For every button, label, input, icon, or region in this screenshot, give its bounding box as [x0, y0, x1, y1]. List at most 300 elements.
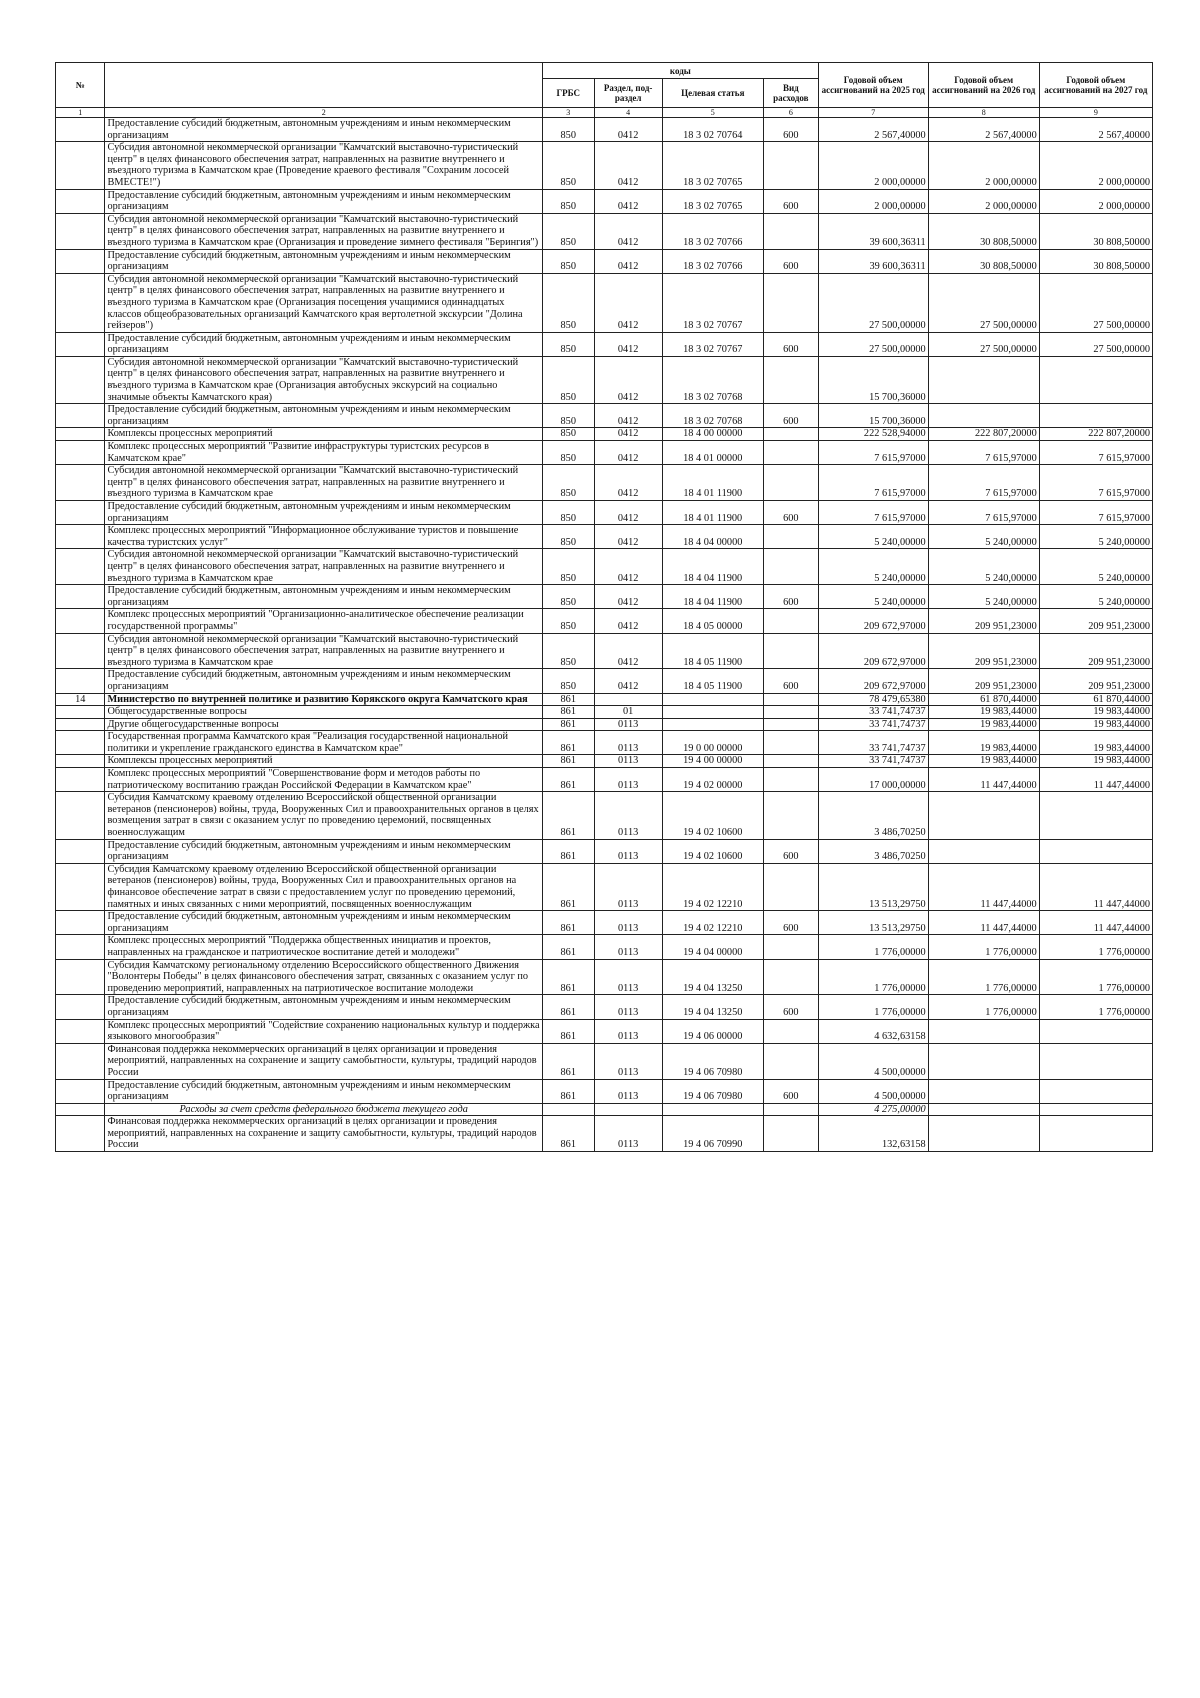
volume-2027: 27 500,00000 [1039, 332, 1152, 356]
volume-2025: 33 741,74737 [818, 706, 928, 719]
grbs-code: 850 [542, 549, 594, 585]
row-number [56, 755, 105, 768]
grbs-code: 861 [542, 863, 594, 910]
section-code: 0412 [594, 118, 662, 142]
table-row [56, 935, 1153, 959]
volume-2025: 5 240,00000 [818, 549, 928, 585]
row-number [56, 501, 105, 525]
row-name: Предоставление субсидий бюджетным, автономным учреждениям и иным некоммерческим организациям [105, 669, 542, 693]
volume-2027: 19 983,44000 [1039, 731, 1152, 755]
grbs-code: 861 [542, 755, 594, 768]
grbs-code: 861 [542, 1079, 594, 1103]
target-article-code: 18 3 02 70768 [662, 404, 763, 428]
volume-2025: 7 615,97000 [818, 441, 928, 465]
row-name: Предоставление субсидий бюджетным, автономным учреждениям и иным некоммерческим организациям [105, 995, 542, 1019]
column-number: 2 [105, 108, 542, 118]
column-number: 9 [1039, 108, 1152, 118]
section-code: 0113 [594, 863, 662, 910]
grbs-code: 861 [542, 706, 594, 719]
volume-2027: 2 000,00000 [1039, 142, 1152, 189]
expense-kind-code: 600 [763, 501, 818, 525]
grbs-code: 861 [542, 911, 594, 935]
volume-2025: 15 700,36000 [818, 356, 928, 403]
section-code: 0412 [594, 669, 662, 693]
expense-kind-code [763, 356, 818, 403]
expense-kind-code [763, 718, 818, 731]
volume-2026: 1 776,00000 [928, 935, 1039, 959]
row-number [56, 792, 105, 839]
expense-kind-code: 600 [763, 249, 818, 273]
volume-2027 [1039, 839, 1152, 863]
volume-2025: 4 632,63158 [818, 1019, 928, 1043]
table-row [56, 706, 1153, 719]
table-row [56, 525, 1153, 549]
table-row [56, 356, 1153, 403]
grbs-code: 861 [542, 792, 594, 839]
section-code: 0412 [594, 441, 662, 465]
section-code: 0113 [594, 839, 662, 863]
federal-budget-note: Расходы за счет средств федерального бюджета текущего года [105, 1103, 542, 1116]
expense-kind-code [763, 1116, 818, 1152]
table-row [56, 501, 1153, 525]
volume-2026: 7 615,97000 [928, 501, 1039, 525]
volume-2027 [1039, 356, 1152, 403]
section-code: 0113 [594, 935, 662, 959]
volume-2027: 19 983,44000 [1039, 718, 1152, 731]
target-article-code: 18 4 00 00000 [662, 428, 763, 441]
row-name: Комплекс процессных мероприятий "Совершенствование форм и методов работы по патриотическому воспитанию граждан Российской Федерации в Камчатском крае" [105, 768, 542, 792]
target-article-code: 18 3 02 70766 [662, 249, 763, 273]
row-number [56, 911, 105, 935]
expense-kind-code: 600 [763, 585, 818, 609]
target-article-code: 18 4 01 11900 [662, 501, 763, 525]
grbs-code: 850 [542, 501, 594, 525]
volume-2026 [928, 404, 1039, 428]
empty-code-cell [594, 1103, 662, 1116]
expense-kind-code: 600 [763, 669, 818, 693]
table-row [56, 549, 1153, 585]
row-name: Комплекс процессных мероприятий "Развитие инфраструктуры туристских ресурсов в Камчатском крае" [105, 441, 542, 465]
grbs-code: 850 [542, 142, 594, 189]
expense-kind-code [763, 1043, 818, 1079]
volume-2026: 2 567,40000 [928, 118, 1039, 142]
row-number [56, 249, 105, 273]
volume-2027: 209 951,23000 [1039, 609, 1152, 633]
target-article-code: 19 4 02 10600 [662, 839, 763, 863]
row-number [56, 731, 105, 755]
volume-2025: 1 776,00000 [818, 935, 928, 959]
table-row [56, 839, 1153, 863]
column-number: 8 [928, 108, 1039, 118]
empty-code-cell [763, 1103, 818, 1116]
target-article-code: 18 3 02 70764 [662, 118, 763, 142]
row-number [56, 525, 105, 549]
volume-2027: 19 983,44000 [1039, 755, 1152, 768]
section-code: 0412 [594, 356, 662, 403]
header-expense-kind: Вид расходов [763, 79, 818, 108]
table-row [56, 118, 1153, 142]
volume-2027: 19 983,44000 [1039, 706, 1152, 719]
row-number [56, 441, 105, 465]
target-article-code: 18 4 04 11900 [662, 585, 763, 609]
expense-kind-code [763, 273, 818, 332]
volume-2027: 222 807,20000 [1039, 428, 1152, 441]
row-number: 14 [56, 693, 105, 706]
row-name: Комплекс процессных мероприятий "Организационно-аналитическое обеспечение реализации государственной программы" [105, 609, 542, 633]
row-name: Субсидия Камчатскому краевому отделению Всероссийской общественной организации ветеранов (пенсионеров) войны, труда, Вооруженных Сил и правоохранительных органов в целях возмещения затрат в связи с оказанием услуг по проведению церемоний, посвященных военнослужащим [105, 792, 542, 839]
volume-2026: 27 500,00000 [928, 273, 1039, 332]
volume-2026 [928, 792, 1039, 839]
target-article-code: 19 4 02 00000 [662, 768, 763, 792]
grbs-code: 850 [542, 428, 594, 441]
volume-2025: 39 600,36311 [818, 213, 928, 249]
grbs-code: 861 [542, 731, 594, 755]
row-name: Субсидия Камчатскому краевому отделению Всероссийской общественной организации ветеранов (пенсионеров) войны, труда, Вооруженных Сил и правоохранительных органов на финансовое обеспечение затрат в связи с предоставлением услуг по проведению церемоний, памятных и иных связанных с ними мероприятий, посвященных военнослужащим [105, 863, 542, 910]
row-name: Предоставление субсидий бюджетным, автономным учреждениям и иным некоммерческим организациям [105, 332, 542, 356]
volume-2027: 7 615,97000 [1039, 501, 1152, 525]
target-article-code: 19 4 04 00000 [662, 935, 763, 959]
volume-2025: 33 741,74737 [818, 731, 928, 755]
section-code: 0412 [594, 213, 662, 249]
volume-2027 [1039, 1019, 1152, 1043]
volume-2025: 15 700,36000 [818, 404, 928, 428]
grbs-code: 850 [542, 213, 594, 249]
section-code: 0412 [594, 428, 662, 441]
volume-2025: 1 776,00000 [818, 959, 928, 995]
table-row [56, 465, 1153, 501]
volume-2027: 7 615,97000 [1039, 465, 1152, 501]
row-number [56, 356, 105, 403]
volume-2025: 13 513,29750 [818, 863, 928, 910]
expense-kind-code [763, 792, 818, 839]
target-article-code: 18 4 04 00000 [662, 525, 763, 549]
table-row [56, 189, 1153, 213]
volume-2027: 1 776,00000 [1039, 959, 1152, 995]
row-name: Субсидия автономной некоммерческой организации "Камчатский выставочно-туристический центр" в целях финансового обеспечения затрат, направленных на развитие внутреннего и въездного туризма в Камчатском крае (Организация посещения учащимися одиннадцатых классов общеобразовательных организаций Камчатского края вертолетной экскурсии "Долина гейзеров") [105, 273, 542, 332]
grbs-code: 850 [542, 249, 594, 273]
section-code: 0412 [594, 142, 662, 189]
section-code: 0113 [594, 792, 662, 839]
row-number [56, 118, 105, 142]
target-article-code: 19 4 02 12210 [662, 911, 763, 935]
section-code: 0113 [594, 911, 662, 935]
header-name-blank [105, 63, 542, 108]
row-number [56, 273, 105, 332]
volume-2027 [1039, 404, 1152, 428]
section-code: 0412 [594, 404, 662, 428]
grbs-code: 861 [542, 1043, 594, 1079]
section-code [594, 693, 662, 706]
grbs-code: 850 [542, 404, 594, 428]
target-article-code: 18 4 01 00000 [662, 441, 763, 465]
row-number [56, 549, 105, 585]
column-number: 4 [594, 108, 662, 118]
volume-2027: 11 447,44000 [1039, 768, 1152, 792]
column-number: 7 [818, 108, 928, 118]
expense-kind-code [763, 428, 818, 441]
header-volume-2026: Годовой объем ассигнований на 2026 год [928, 63, 1039, 108]
section-code: 0412 [594, 465, 662, 501]
column-number: 1 [56, 108, 105, 118]
volume-2026: 2 000,00000 [928, 189, 1039, 213]
grbs-code: 861 [542, 768, 594, 792]
expense-kind-code [763, 755, 818, 768]
section-code: 0412 [594, 249, 662, 273]
grbs-code: 861 [542, 1019, 594, 1043]
row-name: Предоставление субсидий бюджетным, автономным учреждениям и иным некоммерческим организациям [105, 839, 542, 863]
expense-kind-code [763, 768, 818, 792]
table-row [56, 273, 1153, 332]
volume-2026: 5 240,00000 [928, 585, 1039, 609]
row-name: Предоставление субсидий бюджетным, автономным учреждениям и иным некоммерческим организациям [105, 585, 542, 609]
section-code: 0412 [594, 525, 662, 549]
volume-2026: 11 447,44000 [928, 911, 1039, 935]
volume-2025: 78 479,65380 [818, 693, 928, 706]
volume-2026: 11 447,44000 [928, 863, 1039, 910]
target-article-code: 19 4 02 12210 [662, 863, 763, 910]
row-number [56, 1103, 105, 1116]
volume-2027: 209 951,23000 [1039, 633, 1152, 669]
table-row [56, 609, 1153, 633]
row-name: Комплекс процессных мероприятий "Содействие сохранению национальных культур и поддержка языкового многообразия" [105, 1019, 542, 1043]
row-number [56, 669, 105, 693]
expense-kind-code [763, 633, 818, 669]
section-code: 0113 [594, 1116, 662, 1152]
budget-table-page [55, 62, 1153, 1152]
volume-2026: 7 615,97000 [928, 465, 1039, 501]
target-article-code: 18 3 02 70765 [662, 142, 763, 189]
empty-volume-cell [1039, 1103, 1152, 1116]
target-article-code [662, 693, 763, 706]
section-code: 0113 [594, 1079, 662, 1103]
volume-2027: 11 447,44000 [1039, 863, 1152, 910]
row-number [56, 465, 105, 501]
row-number [56, 863, 105, 910]
volume-2025: 7 615,97000 [818, 465, 928, 501]
volume-2026: 30 808,50000 [928, 213, 1039, 249]
row-name: Другие общегосударственные вопросы [105, 718, 542, 731]
row-number [56, 959, 105, 995]
row-name: Предоставление субсидий бюджетным, автономным учреждениям и иным некоммерческим организациям [105, 249, 542, 273]
row-name: Комплексы процессных мероприятий [105, 428, 542, 441]
empty-code-cell [662, 1103, 763, 1116]
expense-kind-code [763, 706, 818, 719]
target-article-code: 19 4 06 00000 [662, 1019, 763, 1043]
row-number [56, 768, 105, 792]
table-row [56, 1079, 1153, 1103]
volume-2027: 1 776,00000 [1039, 995, 1152, 1019]
volume-2025: 2 000,00000 [818, 142, 928, 189]
row-name: Субсидия автономной некоммерческой организации "Камчатский выставочно-туристический центр" в целях финансового обеспечения затрат, направленных на развитие внутреннего и въездного туризма в Камчатском крае [105, 465, 542, 501]
expense-kind-code [763, 465, 818, 501]
volume-2025: 209 672,97000 [818, 609, 928, 633]
expense-kind-code [763, 609, 818, 633]
row-name: Предоставление субсидий бюджетным, автономным учреждениям и иным некоммерческим организациям [105, 501, 542, 525]
expense-kind-code [763, 525, 818, 549]
table-row [56, 332, 1153, 356]
row-name: Субсидия автономной некоммерческой организации "Камчатский выставочно-туристический центр" в целях финансового обеспечения затрат, направленных на развитие внутреннего и въездного туризма в Камчатском крае [105, 633, 542, 669]
volume-2026: 209 951,23000 [928, 609, 1039, 633]
volume-2027: 61 870,44000 [1039, 693, 1152, 706]
volume-2025: 39 600,36311 [818, 249, 928, 273]
row-name: Комплекс процессных мероприятий "Информационное обслуживание туристов и повышение качества туристских услуг" [105, 525, 542, 549]
volume-2027: 209 951,23000 [1039, 669, 1152, 693]
budget-table [55, 62, 1153, 1152]
volume-2027 [1039, 1079, 1152, 1103]
table-row [56, 1043, 1153, 1079]
grbs-code: 861 [542, 959, 594, 995]
federal-budget-volume-2025: 4 275,00000 [818, 1103, 928, 1116]
federal-budget-note-row [56, 1103, 1153, 1116]
target-article-code: 18 4 05 11900 [662, 669, 763, 693]
volume-2025: 2 000,00000 [818, 189, 928, 213]
section-code: 0412 [594, 585, 662, 609]
row-number [56, 995, 105, 1019]
volume-2025: 3 486,70250 [818, 839, 928, 863]
budget-rows [56, 118, 1153, 1152]
target-article-code: 18 4 01 11900 [662, 465, 763, 501]
volume-2026: 30 808,50000 [928, 249, 1039, 273]
grbs-code: 861 [542, 935, 594, 959]
grbs-code: 850 [542, 118, 594, 142]
table-row [56, 428, 1153, 441]
volume-2026 [928, 1116, 1039, 1152]
volume-2027: 5 240,00000 [1039, 549, 1152, 585]
target-article-code: 19 4 06 70980 [662, 1043, 763, 1079]
volume-2026: 27 500,00000 [928, 332, 1039, 356]
volume-2025: 5 240,00000 [818, 525, 928, 549]
volume-2026: 2 000,00000 [928, 142, 1039, 189]
row-number [56, 609, 105, 633]
expense-kind-code: 600 [763, 1079, 818, 1103]
row-number [56, 1079, 105, 1103]
volume-2027: 5 240,00000 [1039, 525, 1152, 549]
grbs-code: 850 [542, 525, 594, 549]
row-name: Государственная программа Камчатского края "Реализация государственной национальной политики и укрепление гражданского единства в Камчатском крае" [105, 731, 542, 755]
target-article-code: 18 3 02 70768 [662, 356, 763, 403]
volume-2025: 33 741,74737 [818, 755, 928, 768]
table-row [56, 959, 1153, 995]
volume-2026: 19 983,44000 [928, 731, 1039, 755]
row-name: Общегосударственные вопросы [105, 706, 542, 719]
target-article-code: 19 4 04 13250 [662, 995, 763, 1019]
volume-2026: 1 776,00000 [928, 995, 1039, 1019]
volume-2025: 1 776,00000 [818, 995, 928, 1019]
volume-2026 [928, 1019, 1039, 1043]
expense-kind-code [763, 1019, 818, 1043]
target-article-code: 18 4 04 11900 [662, 549, 763, 585]
target-article-code: 18 3 02 70767 [662, 273, 763, 332]
target-article-code: 18 4 05 00000 [662, 609, 763, 633]
volume-2025: 222 528,94000 [818, 428, 928, 441]
section-code: 0113 [594, 718, 662, 731]
header-num: № [56, 63, 105, 108]
expense-kind-code: 600 [763, 911, 818, 935]
row-number [56, 1019, 105, 1043]
grbs-code: 850 [542, 356, 594, 403]
row-name: Предоставление субсидий бюджетным, автономным учреждениям и иным некоммерческим организациям [105, 118, 542, 142]
volume-2025: 3 486,70250 [818, 792, 928, 839]
volume-2025: 13 513,29750 [818, 911, 928, 935]
row-name: Предоставление субсидий бюджетным, автономным учреждениям и иным некоммерческим организациям [105, 911, 542, 935]
row-number [56, 428, 105, 441]
expense-kind-code [763, 142, 818, 189]
volume-2026 [928, 839, 1039, 863]
expense-kind-code: 600 [763, 995, 818, 1019]
volume-2026: 209 951,23000 [928, 633, 1039, 669]
volume-2025: 27 500,00000 [818, 273, 928, 332]
target-article-code [662, 718, 763, 731]
volume-2027: 2 567,40000 [1039, 118, 1152, 142]
expense-kind-code [763, 213, 818, 249]
target-article-code: 18 3 02 70767 [662, 332, 763, 356]
table-row [56, 693, 1153, 706]
table-row [56, 731, 1153, 755]
section-code: 0412 [594, 189, 662, 213]
grbs-code: 850 [542, 189, 594, 213]
volume-2026: 11 447,44000 [928, 768, 1039, 792]
section-code: 0113 [594, 755, 662, 768]
expense-kind-code [763, 441, 818, 465]
volume-2025: 5 240,00000 [818, 585, 928, 609]
volume-2025: 4 500,00000 [818, 1043, 928, 1079]
expense-kind-code [763, 693, 818, 706]
expense-kind-code: 600 [763, 189, 818, 213]
volume-2027: 30 808,50000 [1039, 213, 1152, 249]
row-number [56, 213, 105, 249]
grbs-code: 850 [542, 273, 594, 332]
volume-2025: 33 741,74737 [818, 718, 928, 731]
row-name: Комплекс процессных мероприятий "Поддержка общественных инициатив и проектов, направленных на гражданское и патриотическое воспитание детей и молодежи" [105, 935, 542, 959]
volume-2026: 5 240,00000 [928, 549, 1039, 585]
row-number [56, 585, 105, 609]
volume-2025: 17 000,00000 [818, 768, 928, 792]
row-number [56, 189, 105, 213]
section-code: 0113 [594, 1019, 662, 1043]
row-name: Комплексы процессных мероприятий [105, 755, 542, 768]
grbs-code: 850 [542, 441, 594, 465]
empty-code-cell [542, 1103, 594, 1116]
row-number [56, 1043, 105, 1079]
volume-2026: 19 983,44000 [928, 755, 1039, 768]
row-name: Финансовая поддержка некоммерческих организаций в целях организации и проведения мероприятий, направленных на сохранение и защиту самобытности, культуры, традиций народов России [105, 1116, 542, 1152]
grbs-code: 850 [542, 585, 594, 609]
section-code: 0113 [594, 1043, 662, 1079]
table-row [56, 142, 1153, 189]
row-name: Предоставление субсидий бюджетным, автономным учреждениям и иным некоммерческим организациям [105, 404, 542, 428]
expense-kind-code: 600 [763, 118, 818, 142]
volume-2027 [1039, 792, 1152, 839]
table-row [56, 995, 1153, 1019]
volume-2027: 5 240,00000 [1039, 585, 1152, 609]
row-name: Предоставление субсидий бюджетным, автономным учреждениям и иным некоммерческим организациям [105, 189, 542, 213]
header-section: Раздел, под-раздел [594, 79, 662, 108]
expense-kind-code [763, 935, 818, 959]
row-number [56, 1116, 105, 1152]
table-row [56, 863, 1153, 910]
target-article-code: 19 4 02 10600 [662, 792, 763, 839]
expense-kind-code [763, 731, 818, 755]
grbs-code: 861 [542, 718, 594, 731]
table-row [56, 404, 1153, 428]
volume-2026: 7 615,97000 [928, 441, 1039, 465]
grbs-code: 850 [542, 669, 594, 693]
header-codes: коды [542, 63, 818, 79]
volume-2025: 4 500,00000 [818, 1079, 928, 1103]
grbs-code: 861 [542, 839, 594, 863]
table-row [56, 718, 1153, 731]
volume-2026: 61 870,44000 [928, 693, 1039, 706]
